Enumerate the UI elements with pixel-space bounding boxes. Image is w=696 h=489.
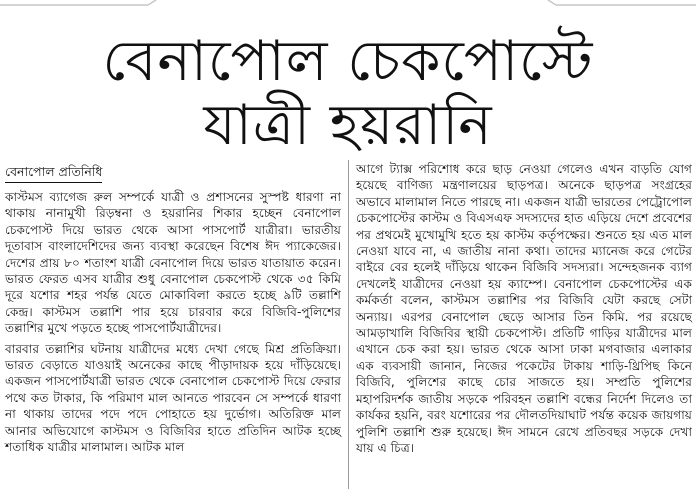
byline: বেনাপোল প্রতিনিধি (5, 163, 102, 183)
headline-line-1: বেনাপোল চেকপোস্টে (102, 29, 594, 94)
article-paragraph: কাস্টমস ব্যাগেজ রুল সম্পর্কে যাত্রী ও প্রশাসনের সুস্পষ্ট ধারণা না থাকায় নানামুখী রিড়ম্বনা ও হয়রানির শিকার হচ্ছেন বেনাপোল চেকপোস্ট দিয়ে ভারত থেকে আসা পাসপোর্ট যাত্রীরা। ভারতীয় দূতাবাস বাংলাদেশিদের জন্য ব্যবস্থা করেছেন বিশেষ ঈদ প্যাকেজের। দেশের প্রায় ৮০ শতাংশ যাত্রী বেনাপোল দিয়ে ভারত যাতায়াত করেন। ভারত ফেরত এসব যাত্রীর শুধু বেনাপোল চেকপোস্ট থেকে ৩৫ কিমি দূরে যশোর শহর পর্যন্ত যেতে মোকাবিলা করতে হচ্ছে ৯টি তল্লাশি কেন্দ্র। কাস্টমস তল্লাশি পার হয়ে চারবার করে বিজিবি-পুলিশের তল্লাশির মুখে পড়তে হচ্ছে পাসপোর্টযাত্রীদের। (5, 190, 341, 336)
article-paragraph: আগে ট্যাক্স পরিশোধ করে ছাড় নেওয়া গেলেও এখন বাড়তি যোগ হয়েছে বাণিজ্য মন্ত্রণালয়ের ছাড়পত্র। অনেকে ছাড়পত্র সংগ্রহের অভাবে মালামাল নিতে পারছে না। একজন যাত্রী ভারতের পেট্রোপোল চেকপোস্টের কাস্টম ও বিএসএফ সদস্যদের হাত এড়িয়ে দেশে প্রবেশের পর প্রথমেই মুখোমুখি হতে হয় কাস্টম কর্তৃপক্ষের। শুনতে হয় এত মাল নেওয়া যাবে না, এ জাতীয় নানা কথা। তাদের ম্যানেজ করে গেটের বাইরে বের হলেই দাঁড়িয়ে থাকেন বিজিবি সদস্যরা। সন্দেহজনক ব্যাগ দেখলেই যাত্রীদের নেওয়া হয় ক্যাম্পে। বেনাপোল চেকপোস্টের এক কর্মকর্তা বলেন, কাস্টমস তল্লাশির পর বিজিবি যেটা করছে সেটা অন্যায়। এরপর বেনাপোল ছেড়ে আসার তিন কিমি. পর রয়েছে আমড়াখালি বিজিবির স্থায়ী চেকপোস্ট। প্রতিটি গাড়ির যাত্রীদের মাল এখানে চেক করা হয়। ভারত থেকে আসা ঢাকা মগবাজার এলাকার এক ব্যবসায়ী জানান, নিজের পকেটের টাকায় শাড়ি-থ্রিপিছ কিনে বিজিবি, পুলিশের কাছে চোর সাজতে হয়। সম্প্রতি পুলিশের মহাপরিদর্শক জাতীয় সড়কে পরিবহন তল্লাশি বন্ধের নির্দেশ দিলেও তা কার্যকর হয়নি, বরং যশোরের পর দৌলতদিয়াঘাট পর্যন্ত কয়েক জায়গায় পুলিশি তল্লাশি শুরু হয়েছে। ঈদ সামনে রেখে প্রতিবছর সড়কে দেখা যায় এ চিত্র। (356, 162, 692, 455)
article-paragraph: বারবার তল্লাশির ঘটনায় যাত্রীদের মধ্যে দেখা গেছে মিশ্র প্রতিক্রিয়া। ভারত বেড়াতে যাওয়াই অনেকের কাছে পীড়াদায়ক হয়ে দাঁড়িয়েছে। একজন পাসপোর্টযাত্রী ভারত থেকে বেনাপোল চেকপোস্ট দিয়ে ফেরার পথে কত টাকার, কি পরিমাণ মাল আনতে পারবেন সে সম্পর্কে ধারণা না থাকায় তাদের পদে পদে পোহাতে হয় দুর্ভোগ। অতিরিক্ত মাল আনার অভিযোগে কাস্টমস ও বিজিবির হাতে প্রতিদিন আটক হচ্ছে শতাধিক যাত্রীর মালামাল। আটক মাল (5, 341, 341, 455)
article-column-right (356, 161, 692, 456)
clipping-top-border (0, 0, 696, 12)
headline (0, 30, 696, 158)
column-divider (348, 160, 349, 489)
article-column-left (5, 163, 341, 456)
headline-line-2: যাত্রী হয়রানি (203, 93, 493, 158)
